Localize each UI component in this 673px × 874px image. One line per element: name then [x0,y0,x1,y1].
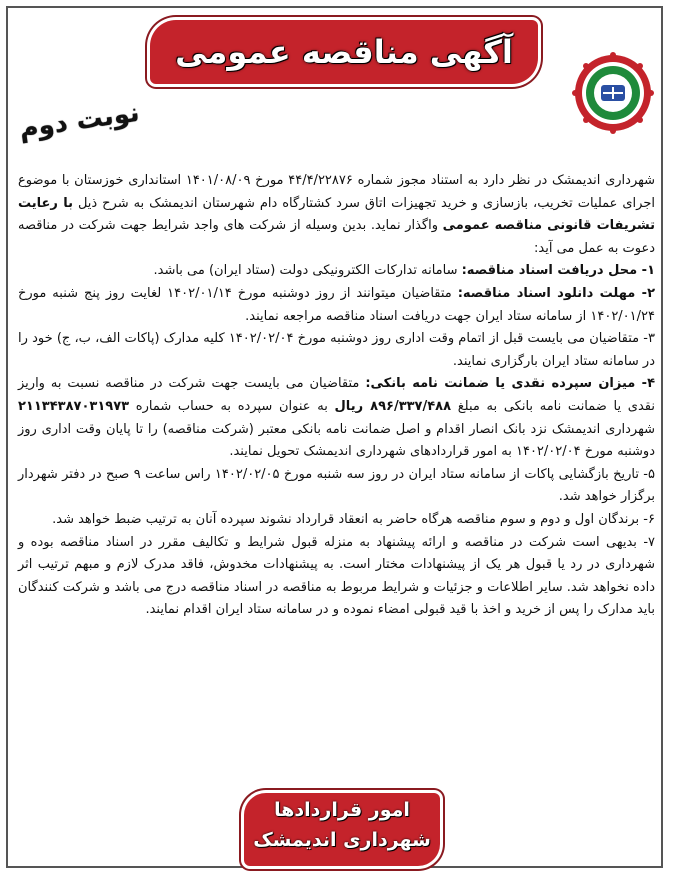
item-1-text: سامانه تدارکات الکترونیکی دولت (ستاد ایران) می باشد. [153,263,462,279]
item-1-title: ۱- محل دریافت اسناد مناقصه: [461,263,655,279]
item-6: ۶- برندگان اول و دوم و سوم مناقصه هرگاه حاضر به انعقاد قرارداد نشوند سپرده آنان به ترتیب ضبط خواهد شد. [52,511,655,527]
item-2-text: متقاضیان میتوانند از روز دوشنبه مورخ ۱۴۰۲/۰۱/۱۴ لغایت روز پنج شنبه مورخ ۱۴۰۲/۰۱/۲۴ از سامانه ستاد ایران جهت دریافت اسناد مناقصه مراجعه نمایند. [18,285,655,324]
item-4-text-2: به عنوان سپرده به حساب شماره [129,398,335,414]
intro-text: شهرداری اندیمشک در نظر دارد به استناد مجوز شماره ۴۴/۴/۲۲۸۷۶ مورخ ۱۴۰۱/۰۸/۰۹ استانداری خوزستان با موضوع اجرای عملیات تخریب، بازسازی و خرید تجهیزات اتاق سرد کشتارگاه دام شهرستان اندیمشک به شرح ذیل [18,173,656,211]
notice-body [18,170,655,770]
intro-emphasis: با رعایت تشریفات قانونی مناقصه عمومی [18,195,655,234]
round-label: نوبت دوم [17,97,142,145]
footer-department: امور قراردادها [274,799,410,821]
item-7: ۷- بدیهی است شرکت در مناقصه و ارائه پیشنهاد به منزله قبول شرایط و تکالیف مقرر در اسناد مناقصه بوده و شهرداری در رد یا قبول هر یک از پیشنهادات مختار است. به پیشنهادات مخدوش، فاقد مدرک لازم و مبهم ترتیب اثر داده نخواهد شد. سایر اطلاعات و جزئیات و شرایط مربوط به مناقصه در اسناد مناقصه درج می باشد و شرکت کنندگان باید مدارک را پس از خرید و اخذ با قید قبولی امضاء نموده و در سامانه ستاد ایران اقدام نمایند. [18,534,655,618]
item-1 [18,260,655,283]
item-4-text: متقاضیان می بایست جهت شرکت در مناقصه نسبت به واریز نقدی یا ضمانت نامه بانکی به مبلغ [18,376,655,414]
item-2-title: ۲- مهلت دانلود اسناد مناقصه: [457,285,656,301]
item-4 [18,373,655,463]
item-5: ۵- تاریخ بازگشایی پاکات از سامانه ستاد ایران در روز سه شنبه مورخ ۱۴۰۲/۰۲/۰۵ راس ساعت ۹ صبح در دفتر شهردار برگزار خواهد شد. [18,466,655,505]
item-3: ۳- متقاضیان می بایست قبل از اتمام وقت اداری روز دوشنبه مورخ ۱۴۰۲/۰۲/۰۴ کلیه مدارک (پاکات الف، ب، ج) خود را در سامانه ستاد ایران بارگزاری نمایند. [18,331,655,369]
intro-paragraph [18,170,655,260]
footer-organization: شهرداری اندیمشک [253,829,431,851]
item-4-text-3: شهرداری اندیمشک نزد بانک انصار اقدام و اصل ضمانت نامه بانکی معتبر (شرکت مناقصه) را تا پایان وقت اداری روز دوشنبه مورخ ۱۴۰۲/۰۲/۰۴ به امور قراردادهای شهرداری اندیمشک تحویل نمایند. [18,421,655,460]
intro-text-end: واگذار نماید. بدین وسیله از شرکت های واجد شرایط جهت شرکت در مناقصه دعوت به عمل می آید: [18,218,655,256]
deposit-amount: ۸۹۶/۳۳۷/۴۸۸ ریال [334,398,452,414]
notice-title: آگهی مناقصه عمومی [175,33,513,71]
account-number: ۲۱۱۳۴۳۸۷۰۳۱۹۷۳ [18,398,130,414]
municipality-emblem-icon [572,52,654,134]
item-4-title: ۴- میزان سپرده نقدی یا ضمانت نامه بانکی: [365,376,655,392]
item-2 [18,283,655,328]
